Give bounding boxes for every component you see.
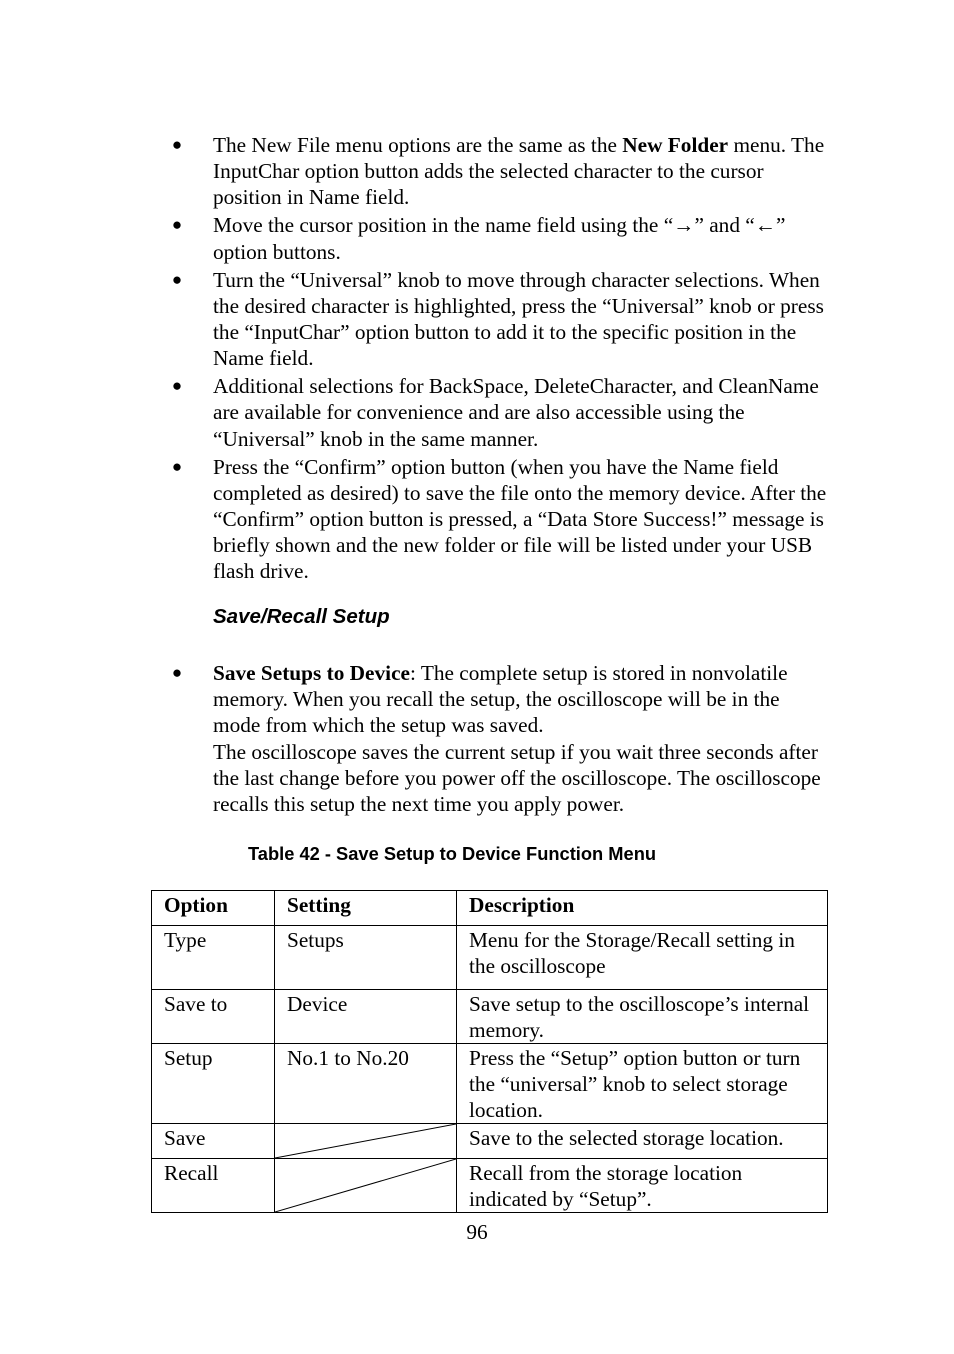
table-row: [152, 1124, 828, 1159]
section-heading: Save/Recall Setup: [213, 605, 390, 628]
header-setting: Setting: [275, 891, 457, 926]
text-run: Press the “Confirm” option button (when you have the Name field completed as desired) to save the file onto the memory device. After the “Confirm” option button is pressed, a “Data Store Success!” message is briefly shown and the new folder or file will be listed under your USB flash drive.: [213, 454, 827, 584]
page-number: 96: [466, 1220, 488, 1244]
cell-description: Press the “Setup” option button or turn the “universal” knob to select storage location.: [457, 1044, 828, 1124]
text-run: Move the cursor position in the name field using the “→” and “←” option buttons.: [213, 213, 786, 264]
bullet-dot-icon: ●: [171, 663, 183, 682]
bullet-item: [170, 212, 830, 264]
function-menu-table: [151, 890, 828, 1213]
bullet-item: [170, 132, 830, 211]
header-description: Description: [457, 891, 828, 926]
cell-option: Save: [152, 1124, 275, 1159]
diagonal-slash: [275, 1159, 456, 1212]
cell-option: Setup: [152, 1044, 275, 1124]
cell-option: Save to: [152, 990, 275, 1044]
header-option: Option: [152, 891, 275, 926]
cell-description: Recall from the storage location indicated by “Setup”.: [457, 1159, 828, 1213]
cell-setting: No.1 to No.20: [275, 1044, 457, 1124]
bullet-item: [170, 267, 830, 372]
text-run: menu. The InputChar option button adds the selected character to the cursor position in Name field.: [213, 133, 825, 210]
text-run: Additional selections for BackSpace, DeleteCharacter, and CleanName are available for convenience and are also accessible using the “Universal” knob in the same manner.: [213, 374, 819, 451]
cell-setting-empty: [275, 1159, 457, 1213]
cell-option: Recall: [152, 1159, 275, 1213]
cell-option: Type: [152, 926, 275, 990]
cell-description: Save setup to the oscilloscope’s internal memory.: [457, 990, 828, 1044]
bullet-item: [170, 454, 830, 585]
bullet-dot-icon: ●: [171, 135, 183, 154]
table-row: [152, 990, 828, 1044]
cell-description: Save to the selected storage location.: [457, 1124, 828, 1159]
text-run: : The complete setup is stored in nonvolatile memory. When you recall the setup, the oscilloscope will be in the mode from which the setup was saved.: [213, 661, 788, 738]
table-row: [152, 926, 828, 990]
diagonal-slash: [275, 1124, 456, 1158]
bullet-list-file-options: [170, 132, 830, 586]
table-row: [152, 1044, 828, 1124]
bullet-dot-icon: ●: [171, 215, 183, 235]
cell-description: Menu for the Storage/Recall setting in the oscilloscope: [457, 926, 828, 990]
table-header-row: [152, 891, 828, 926]
bold-text: Save Setups to Device: [213, 661, 410, 685]
bullet-item: [170, 373, 830, 452]
bullet-dot-icon: ●: [171, 456, 183, 476]
table-row: [152, 1159, 828, 1213]
table-caption: Table 42 - Save Setup to Device Function Menu: [248, 843, 657, 864]
cell-setting: Device: [275, 990, 457, 1044]
cell-setting-empty: [275, 1124, 457, 1159]
text-run: The New File menu options are the same as the: [213, 133, 623, 157]
bullet-dot-icon: ●: [171, 269, 183, 289]
bullet-dot-icon: ●: [171, 376, 183, 396]
text-run: Turn the “Universal” knob to move through character selections. When the desired character is highlighted, press the “Universal” knob or press the “InputChar” option button to add it to the specific position in the Name field.: [213, 267, 824, 371]
text-run: The oscilloscope saves the current setup if you wait three seconds after the last change before you power off the oscilloscope. The oscilloscope recalls this setup the next time you apply power.: [213, 739, 821, 817]
bullet-item: [170, 660, 830, 817]
bullet-list-save-setups: [170, 660, 830, 817]
bold-text: New Folder: [622, 133, 729, 157]
cell-setting: Setups: [275, 926, 457, 990]
